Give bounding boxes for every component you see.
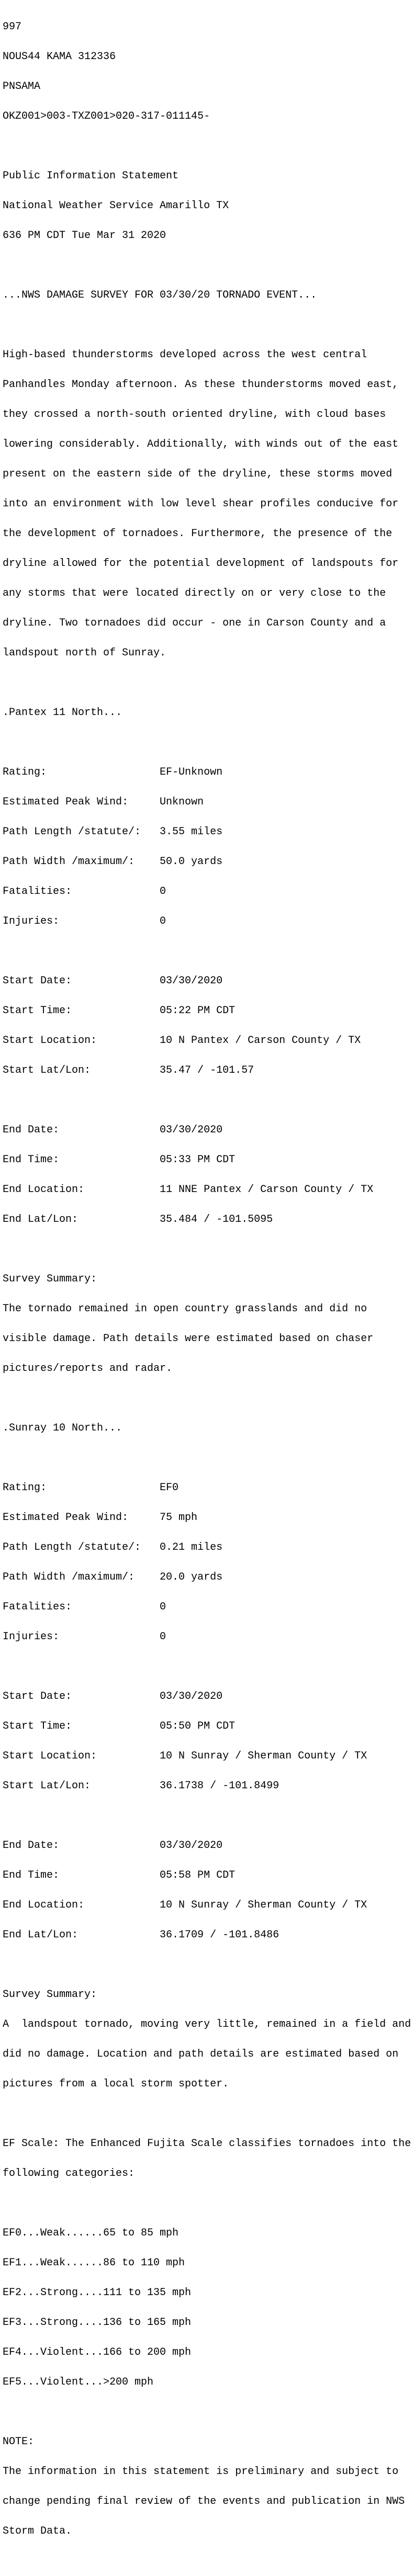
text-line: Path Length /statute/: 3.55 miles bbox=[3, 826, 223, 838]
text-line: EF4...Violent...166 to 200 mph bbox=[3, 2346, 192, 2358]
text-line: EF0...Weak......65 to 85 mph bbox=[3, 2227, 179, 2239]
text-line: Start Time: 05:50 PM CDT bbox=[3, 1720, 236, 1732]
text-line: The information in this statement is preliminary and subject to bbox=[3, 2466, 399, 2478]
text-line: dryline allowed for the potential development of landspouts for bbox=[3, 558, 399, 570]
text-line: EF1...Weak......86 to 110 mph bbox=[3, 2257, 185, 2269]
text-line: pictures from a local storm spotter. bbox=[3, 2078, 229, 2090]
text-line bbox=[3, 260, 413, 270]
text-line: Survey Summary: bbox=[3, 1273, 97, 1285]
text-line: dryline. Two tornadoes did occur - one in Carson County and a bbox=[3, 617, 386, 629]
text-line: Path Width /maximum/: 20.0 yards bbox=[3, 1571, 223, 1583]
text-line: Start Lat/Lon: 35.47 / -101.57 bbox=[3, 1064, 254, 1076]
text-line: NOUS44 KAMA 312336 bbox=[3, 51, 116, 63]
text-line: The tornado remained in open country grasslands and did no bbox=[3, 1303, 367, 1315]
text-line: Start Date: 03/30/2020 bbox=[3, 975, 223, 987]
text-line: the development of tornadoes. Furthermore, the presence of the bbox=[3, 528, 393, 540]
text-line: Path Length /statute/: 0.21 miles bbox=[3, 1541, 223, 1553]
text-line: End Time: 05:58 PM CDT bbox=[3, 1869, 236, 1881]
text-line: End Date: 03/30/2020 bbox=[3, 1840, 223, 1852]
text-line: Estimated Peak Wind: 75 mph bbox=[3, 1512, 198, 1524]
text-line bbox=[3, 1453, 413, 1463]
text-line: present on the eastern side of the dryline, these storms moved bbox=[3, 468, 393, 480]
text-line bbox=[3, 1244, 413, 1254]
text-line: Start Location: 10 N Pantex / Carson County / TX bbox=[3, 1035, 361, 1047]
text-line: OKZ001>003-TXZ001>020-317-011145- bbox=[3, 110, 210, 122]
text-line: .Sunray 10 North... bbox=[3, 1422, 122, 1434]
text-line: National Weather Service Amarillo TX bbox=[3, 200, 229, 212]
text-line: Survey Summary: bbox=[3, 1989, 97, 2001]
text-line: Storm Data. bbox=[3, 2525, 72, 2537]
text-line: End Location: 11 NNE Pantex / Carson County / TX bbox=[3, 1184, 374, 1196]
text-line: any storms that were located directly on or very close to the bbox=[3, 587, 386, 599]
text-line: EF2...Strong....111 to 135 mph bbox=[3, 2287, 192, 2299]
text-line: Start Date: 03/30/2020 bbox=[3, 1690, 223, 1703]
text-line: lowering considerably. Additionally, with winds out of the east bbox=[3, 438, 399, 450]
text-line: Fatalities: 0 bbox=[3, 1601, 166, 1613]
text-line: Estimated Peak Wind: Unknown bbox=[3, 796, 204, 808]
text-line: 997 bbox=[3, 21, 22, 33]
text-line bbox=[3, 2407, 413, 2417]
text-line: .Pantex 11 North... bbox=[3, 707, 122, 719]
text-line bbox=[3, 1393, 413, 1403]
text-line bbox=[3, 1662, 413, 1672]
text-line: High-based thunderstorms developed across the west central bbox=[3, 349, 367, 361]
text-line bbox=[3, 678, 413, 688]
text-line bbox=[3, 2556, 413, 2566]
text-line: Rating: EF0 bbox=[3, 1482, 179, 1494]
text-line bbox=[3, 2109, 413, 2119]
text-line: Injuries: 0 bbox=[3, 1631, 166, 1643]
text-line: End Lat/Lon: 35.484 / -101.5095 bbox=[3, 1213, 273, 1225]
text-line: Start Time: 05:22 PM CDT bbox=[3, 1005, 236, 1017]
text-line: following categories: bbox=[3, 2168, 135, 2180]
text-line bbox=[3, 141, 413, 151]
text-line: Start Location: 10 N Sunray / Sherman County / TX bbox=[3, 1750, 367, 1762]
text-line: Path Width /maximum/: 50.0 yards bbox=[3, 856, 223, 868]
text-line: EF5...Violent...>200 mph bbox=[3, 2376, 154, 2388]
text-line: End Lat/Lon: 36.1709 / -101.8486 bbox=[3, 1929, 280, 1941]
text-line bbox=[3, 1960, 413, 1970]
text-line: Public Information Statement bbox=[3, 170, 179, 182]
text-line: End Time: 05:33 PM CDT bbox=[3, 1154, 236, 1166]
text-line: pictures/reports and radar. bbox=[3, 1363, 173, 1375]
text-line: Rating: EF-Unknown bbox=[3, 766, 223, 778]
text-line: change pending final review of the events and publication in NWS bbox=[3, 2495, 405, 2507]
text-line bbox=[3, 320, 413, 330]
text-line: End Date: 03/30/2020 bbox=[3, 1124, 223, 1136]
text-line: landspout north of Sunray. bbox=[3, 647, 166, 659]
text-line bbox=[3, 737, 413, 747]
text-line bbox=[3, 2198, 413, 2208]
text-line bbox=[3, 946, 413, 956]
text-line: Injuries: 0 bbox=[3, 915, 166, 927]
text-line: NOTE: bbox=[3, 2436, 35, 2448]
text-line: ...NWS DAMAGE SURVEY FOR 03/30/20 TORNADO EVENT... bbox=[3, 289, 317, 301]
text-line: visible damage. Path details were estimated based on chaser bbox=[3, 1333, 374, 1345]
text-line: into an environment with low level shear profiles conducive for bbox=[3, 498, 399, 510]
text-line: they crossed a north-south oriented dryline, with cloud bases bbox=[3, 408, 386, 421]
text-line: End Location: 10 N Sunray / Sherman County / TX bbox=[3, 1899, 367, 1911]
text-line: 636 PM CDT Tue Mar 31 2020 bbox=[3, 230, 166, 242]
text-line: EF3...Strong....136 to 165 mph bbox=[3, 2317, 192, 2329]
text-line: A landspout tornado, moving very little, remained in a field and bbox=[3, 2018, 411, 2030]
text-line: PNSAMA bbox=[3, 81, 41, 93]
text-line bbox=[3, 1095, 413, 1105]
text-line bbox=[3, 1811, 413, 1821]
text-line: did no damage. Location and path details are estimated based on bbox=[3, 2048, 399, 2060]
text-line: EF Scale: The Enhanced Fujita Scale classifies tornadoes into the bbox=[3, 2138, 411, 2150]
text-line: Fatalities: 0 bbox=[3, 886, 166, 898]
text-line: Panhandles Monday afternoon. As these thunderstorms moved east, bbox=[3, 379, 399, 391]
text-line: Start Lat/Lon: 36.1738 / -101.8499 bbox=[3, 1780, 280, 1792]
